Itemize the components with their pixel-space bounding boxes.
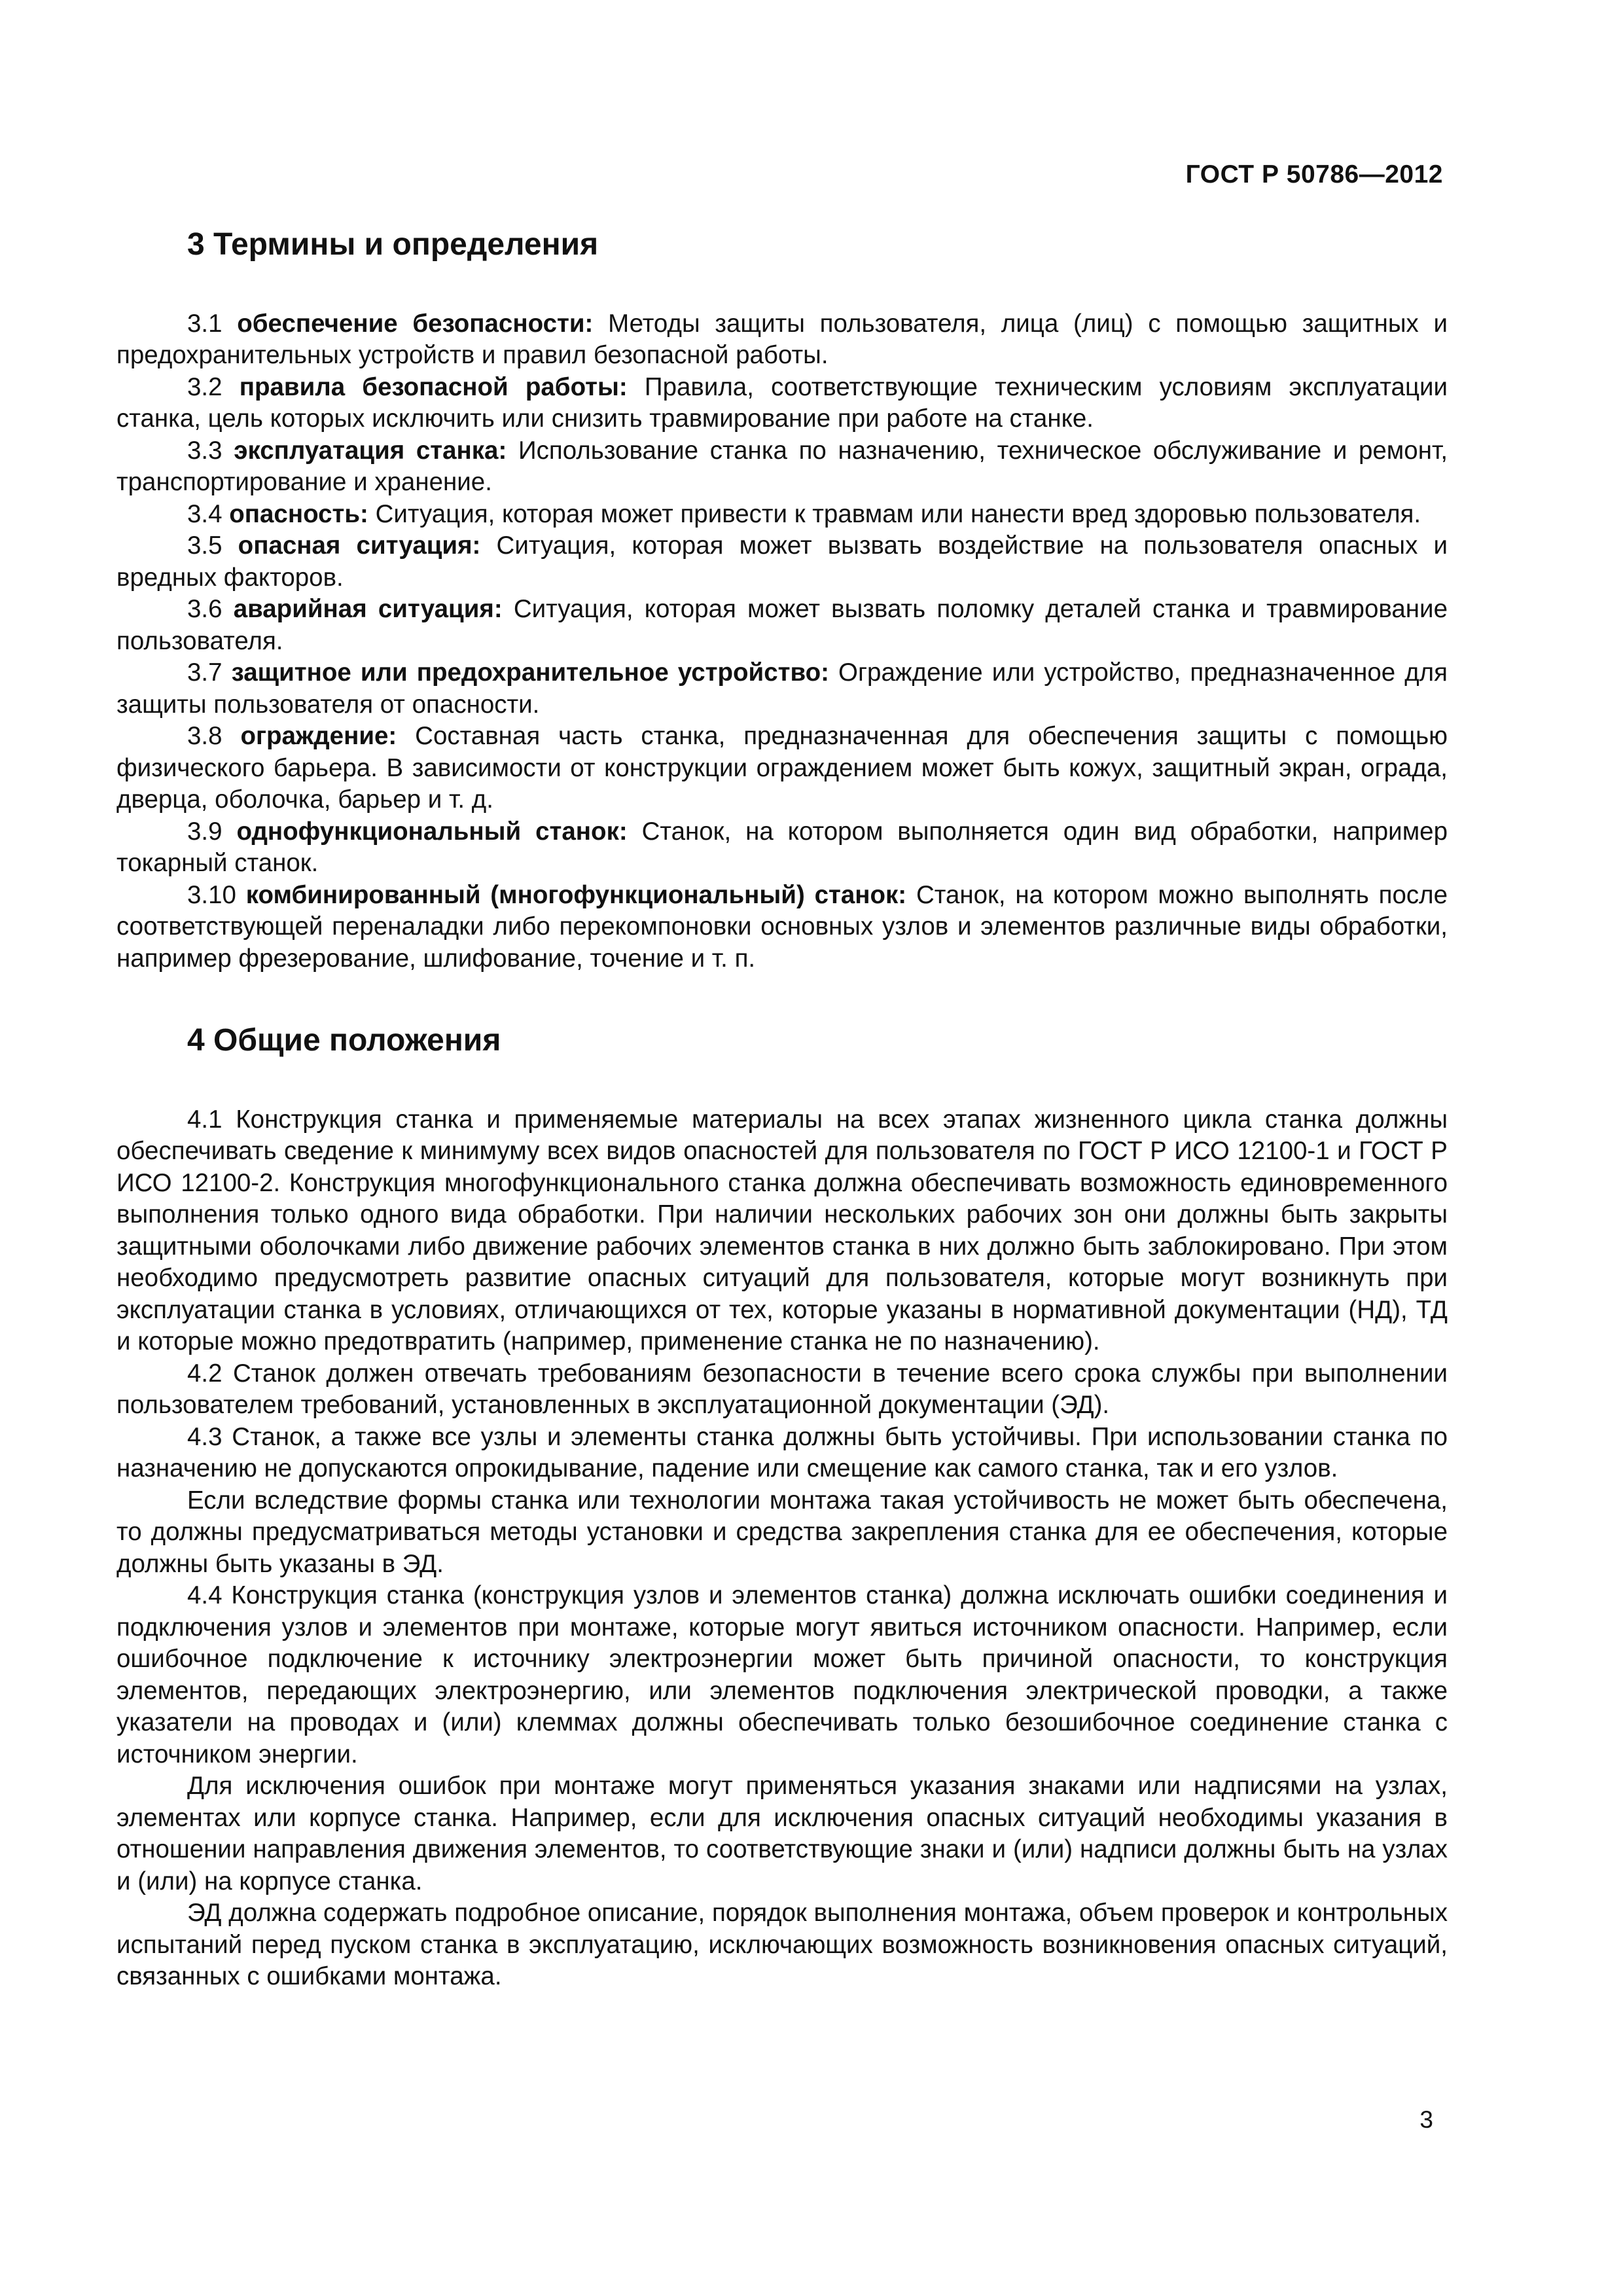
term-3-1: 3.1 обеспечение безопасности: Методы защиты пользователя, лица (лиц) с помощью защитных и предохранительных устройств и правил безопасной работы. [116, 309, 1448, 370]
document-code: ГОСТ Р 50786—2012 [1185, 160, 1443, 188]
section-4-title: 4 Общие положения [187, 1023, 501, 1058]
term-3-7: 3.7 защитное или предохранительное устройство: Ограждение или устройство, предназначенное для защиты пользователя от опасности. [116, 658, 1448, 719]
terms-list [116, 308, 1448, 975]
term-3-2: 3.2 правила безопасной работы: Правила, соответствующие техническим условиям эксплуатации станка, цель которых исключить или снизить травмирование при работе на станке. [116, 372, 1448, 433]
page-content [116, 226, 1448, 1993]
paragraph-4-2: 4.2 Станок должен отвечать требованиям безопасности в течение всего срока службы при выполнении пользователем требований, установленных в эксплуатационной документации (ЭД). [116, 1359, 1448, 1420]
paragraph-4-4-ed: ЭД должна содержать подробное описание, порядок выполнения монтажа, объем проверок и контрольных испытаний перед пуском станка в эксплуатацию, исключающих возможность возникновения опасных ситуаций, связанных с ошибками монтажа. [116, 1899, 1448, 1991]
paragraph-4-1: 4.1 Конструкция станка и применяемые материалы на всех этапах жизненного цикла станка должны обеспечивать сведение к минимуму всех видов опасностей для пользователя по ГОСТ Р ИСО 12100-1 и ГОСТ Р ИСО 12100-2. Конструкция многофункционального станка должна обеспечивать возможность единовременного выполнения только одного вида обработки. При наличии нескольких рабочих зон они должны быть закрыты защитными оболочками либо движение рабочих элементов станка в них должно быть заблокировано. При этом необходимо предусмотреть развитие опасных ситуаций для пользователя, которые могут возникнуть при эксплуатации станка в условиях, отличающихся от тех, которые указаны в нормативной документации (НД), ТД и которые можно предотвратить (например, применение станка не по назначению). [116, 1105, 1448, 1356]
term-3-3: 3.3 эксплуатация станка: Использование станка по назначению, техническое обслуживание и ремонт, транспортирование и хранение. [116, 436, 1448, 497]
term-3-4: 3.4 опасность: Ситуация, которая может привести к травмам или нанести вред здоровью пользователя. [187, 499, 1421, 528]
term-3-8: 3.8 ограждение: Составная часть станка, предназначенная для обеспечения защиты с помощью физического барьера. В зависимости от конструкции ограждением может быть кожух, защитный экран, ограда, дверца, оболочка, барьер и т. д. [116, 722, 1448, 814]
general-provisions [116, 1104, 1448, 1993]
paragraph-4-3: 4.3 Станок, а также все узлы и элементы станка должны быть устойчивы. При использовании станка по назначению не допускаются опрокидывание, падение или смещение как самого станка, так и его узлов. [116, 1422, 1448, 1483]
paragraph-4-3-cont: Если вследствие формы станка или технологии монтажа такая устойчивость не может быть обеспечена, то должны предусматриваться методы установки и средства закрепления станка для ее обеспечения, которые должны быть указаны в ЭД. [116, 1486, 1448, 1578]
term-3-6: 3.6 аварийная ситуация: Ситуация, которая может вызвать поломку деталей станка и травмирование пользователя. [116, 595, 1448, 655]
page-number: 3 [1419, 2106, 1433, 2133]
section-3-title: 3 Термины и определения [187, 227, 599, 262]
term-3-5: 3.5 опасная ситуация: Ситуация, которая может вызвать воздействие на пользователя опасных и вредных факторов. [116, 531, 1448, 592]
term-3-10: 3.10 комбинированный (многофункциональный) станок: Станок, на котором можно выполнять после соответствующей переналадки либо перекомпоновки основных узлов и элементов различные виды обработки, например фрезерование, шлифование, точение и т. п. [116, 880, 1448, 973]
paragraph-4-4: 4.4 Конструкция станка (конструкция узлов и элементов станка) должна исключать ошибки соединения и подключения узлов и элементов при монтаже, которые могут явиться источником опасности. Например, если ошибочное подключение к источнику электроэнергии может быть причиной опасности, то конструкция элементов, передающих электроэнергию, или элементов подключения электрической проводки, а также указатели на проводах и (или) клеммах должны обеспечивать только безошибочное соединение станка с источником энергии. [116, 1581, 1448, 1768]
paragraph-4-4-cont: Для исключения ошибок при монтаже могут применяться указания знаками или надписями на узлах, элементах или корпусе станка. Например, если для исключения опасных ситуаций необходимы указания в отношении направления движения элементов, то соответствующие знаки и (или) надписи должны быть на узлах и (или) на корпусе станка. [116, 1772, 1448, 1895]
term-3-9: 3.9 однофункциональный станок: Станок, на котором выполняется один вид обработки, например токарный станок. [116, 817, 1448, 878]
